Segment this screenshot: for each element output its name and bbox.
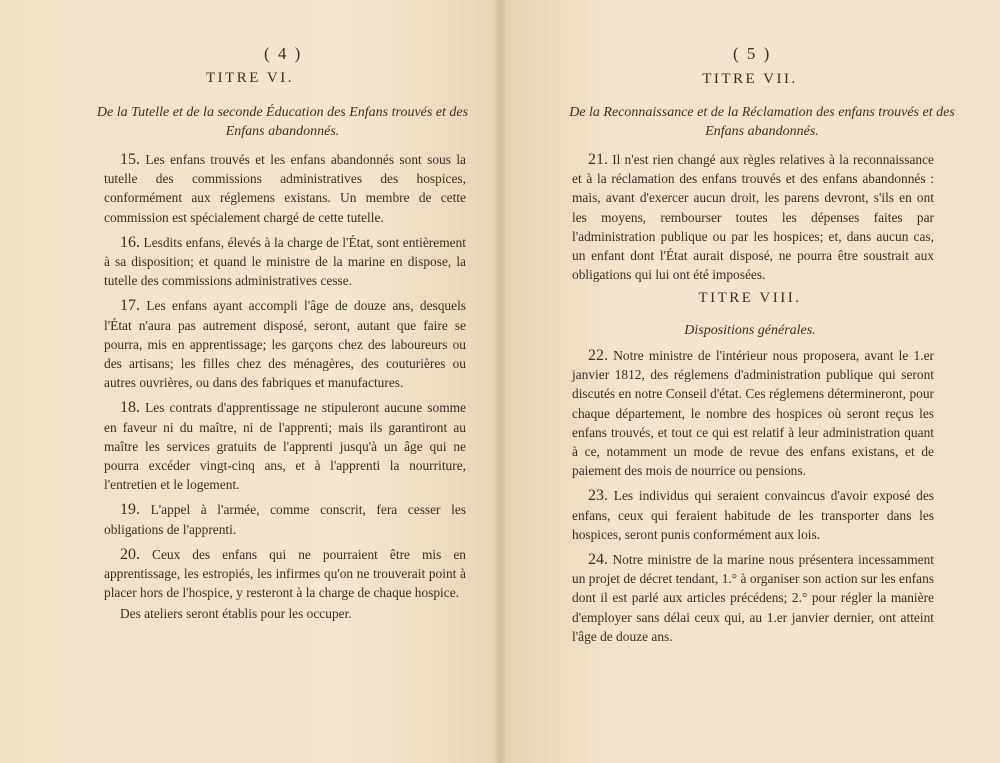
article-paragraph (572, 150, 934, 284)
article-paragraph (104, 500, 466, 538)
article-paragraph (572, 486, 934, 544)
left-body (104, 150, 466, 630)
article-number: 16. (120, 233, 140, 251)
titre-subtitle: De la Reconnaissance et de la Réclamation des enfans trouvés et des Enfans abandonnés. (569, 105, 955, 139)
article-number: 22. (588, 347, 608, 364)
article-number: 18. (120, 399, 140, 417)
titre-subtitle: De la Tutelle et de la seconde Éducation des Enfans trouvés et des Enfans abandonnés. (96, 105, 469, 139)
article-text: Les contrats d'apprentissage ne stipuleront aucune somme en faveur ni du maître, ni de l'apprenti; mais ils garantiront au maître les services gratuits de l'apprenti jusqu'à un âge qui ne pourra excéder vingt-cinq ans, et à l'apprenti la nourriture, l'entretien et le logement. (104, 400, 466, 493)
titre-heading: TITRE VII. (702, 71, 798, 87)
closing-sentence (104, 604, 466, 623)
article-text: Les enfans ayant accompli l'âge de douze ans, desquels l'État n'aura pas autrement disposé, seront, autant que faire se pourra, mis en apprentissage; les garçons chez des laboureurs ou des artisans; les filles chez des ménagères, des couturières ou autres ouvrières, ou dans des fabriques et manufactures. (104, 298, 466, 391)
article-paragraph (572, 346, 934, 480)
article-text: Lesdits enfans, élevés à la charge de l'État, sont entièrement à sa disposition; et quand le ministre de la marine en dispose, la tutelle des commissions administratives cesse. (104, 234, 466, 289)
article-text: Les individus qui seraient convaincus d'avoir exposé des enfans, ceux qui feraient habitude de les transporter dans les hospices, seront punis conformément aux lois. (572, 488, 934, 542)
page-number: ( 5 ) (733, 44, 772, 63)
article-text: Il n'est rien changé aux règles relatives à la reconnaissance et à la réclamation des enfans trouvés et des enfans abandonnés : mais, avant d'exercer aucun droit, les parens devront, s'ils en ont les moyens, rembourser toutes les dépenses faites par l'administration publique ou par les hospices; et, dans aucun cas, un enfant dont l'État aurait disposé, ne pourra être soustrait aux obligations qui lui ont été imposées. (572, 152, 934, 283)
article-number: 21. (588, 151, 608, 168)
article-text: Notre ministre de la marine nous présentera incessamment un projet de décret tendant, 1.° à organiser son action sur les enfans dont il est parlé aux articles précédens; 2.° pour régler la manière d'employer sans délai ceux qui, au 1.er janvier dernier, ont atteint l'âge de douze ans. (572, 552, 934, 644)
right-page (500, 0, 1000, 763)
article-paragraph (104, 296, 466, 392)
article-paragraph (104, 233, 466, 291)
article-text: Notre ministre de l'intérieur nous proposera, avant le 1.er janvier 1812, des réglemens d'administration publique qui seront discutés en notre Conseil d'état. Ces réglemens détermineront, pour chaque département, le nombre des hospices où seront reçus les enfans trouvés, et tout ce qui est relatif à leur administration quant à ce, notamment un mode de revue des enfans existans, et de paiement des mois de nourrice ou pensions. (572, 348, 934, 479)
article-number: 17. (120, 297, 140, 315)
article-paragraph (104, 398, 466, 494)
page-number: ( 4 ) (264, 44, 303, 63)
article-text: Les enfans trouvés et les enfans abandonnés sont sous la tutelle des commissions administratives des hospices, conformément aux réglemens existans. Un membre de cette commission est spécialement chargé de cette tutelle. (104, 152, 466, 225)
article-text: Ceux des enfans qui ne pourraient être mis en apprentissage, les estropiés, les infirmes qu'on ne trouverait point à placer hors de l'hospice, y resteront à la charge de chaque hospice. (104, 546, 466, 601)
article-text: Des ateliers seront établis pour les occuper. (120, 606, 352, 622)
article-paragraph (104, 545, 466, 603)
article-number: 24. (588, 551, 608, 569)
titre-heading: TITRE VI. (205, 70, 295, 86)
titre-heading: TITRE VIII. (698, 290, 802, 306)
article-number: 15. (120, 151, 140, 168)
right-body-top (572, 150, 934, 290)
right-body-bottom (572, 346, 934, 652)
article-number: 23. (588, 487, 608, 505)
article-number: 20. (120, 545, 140, 563)
article-paragraph (104, 150, 466, 227)
article-number: 19. (120, 501, 140, 519)
titre-subtitle: Dispositions générales. (684, 323, 816, 338)
article-paragraph (572, 550, 934, 646)
article-text: L'appel à l'armée, comme conscrit, fera cesser les obligations de l'apprenti. (104, 502, 466, 537)
